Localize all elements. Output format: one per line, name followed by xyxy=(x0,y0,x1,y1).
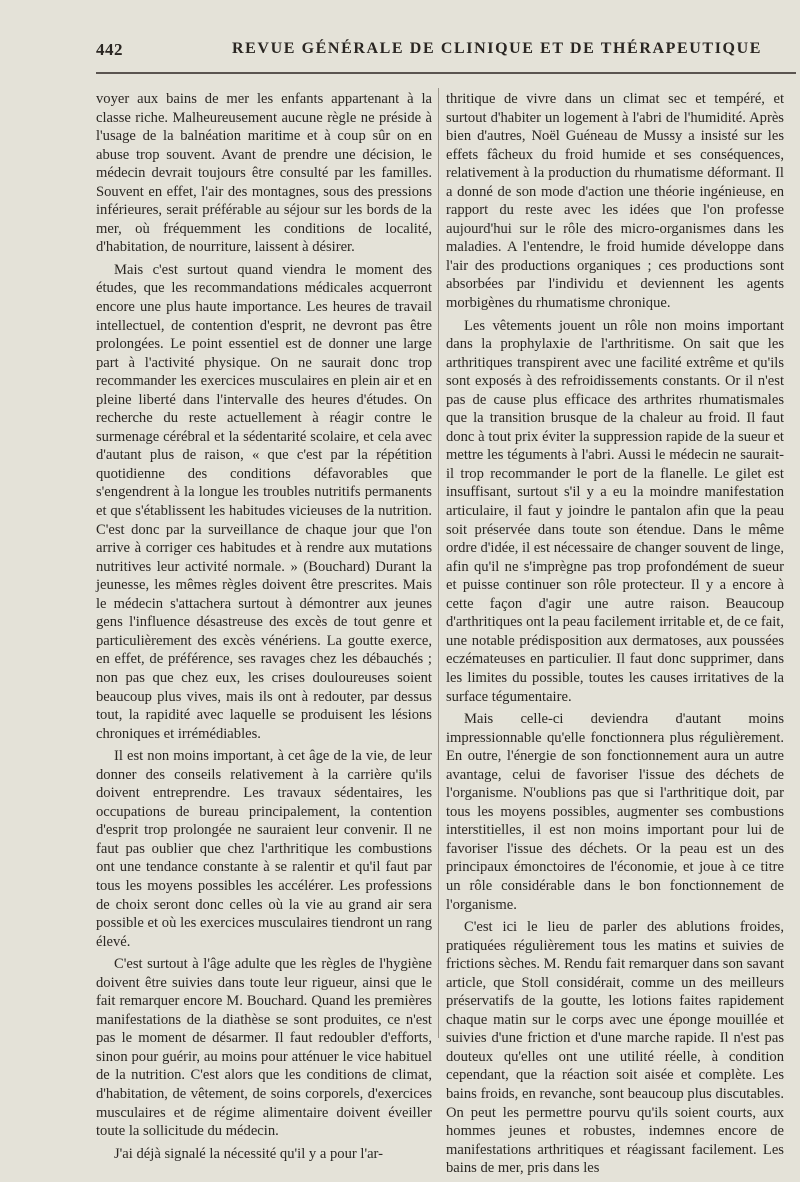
paragraph: Les vêtements jouent un rôle non moins important dans la prophylaxie de l'arthritisme. On sait que les arthritiques transpirent avec une facilité extrême et qu'ils sont exposés à des refroidissements constants. Or il n'est pas de cause plus efficace des arthrites rhumatismales que la transition brusque de la chaleur au froid. Il faut donc à tout prix éviter la suppression rapide de la sueur et mettre les téguments à l'abri. Aussi le médecin ne saurait-il trop recommander le port de la flanelle. Le gilet est insuffisant, surtout s'il y a eu la moindre manifestation articulaire, il faut y joindre le pantalon afin que la peau soit préservée dans toute son étendue. Dans le même ordre d'idée, il est nécessaire de changer souvent de linge, afin qu'il ne s'imprègne pas trop profondément de sueur et puisse continuer son rôle protecteur. Il y a encore à cette façon d'agir une autre raison. Beaucoup d'arthritiques ont la peau facilement irritable et, de ce fait, une notable prédisposition aux dermatoses, aux poussées eczémateuses en particulier. Il faut donc supprimer, dans les limites du possible, toutes les causes irritatives de la surface tégumentaire. xyxy=(446,317,784,705)
paragraph: C'est surtout à l'âge adulte que les règles de l'hygiène doivent être suivies dans toute leur rigueur, ainsi que le fait remarquer encore M. Bouchard. Quand les premières manifestations de la diathèse se sont produites, ce n'est pas le moment de désarmer. Il faut redoubler d'efforts, sinon pour guérir, au moins pour atténuer le vice habituel de la nutrition. C'est alors que les conditions de climat, d'habitation, de vêtement, de soins corporels, d'exercices musculaires et de régime alimentaire doivent éveiller toute la sollicitude du médecin. xyxy=(96,956,432,1140)
paragraph: thritique de vivre dans un climat sec et tempéré, et surtout d'habiter un logement à l'abri de l'humidité. Après bien d'autres, Noël Guéneau de Mussy a insisté sur les effets fâcheux du froid humide et ses conséquences, relativement à la production du rhumatisme déformant. Il a donné de son mode d'action une théorie ingénieuse, en rapport du reste avec les idées que l'on professe aujourd'hui sur le rôle des micro-organismes dans les maladies. A l'entendre, le froid humide développe dans l'air des productions organiques ; ces productions sont absorbées par l'individu et deviennent les agents morbigènes du rhumatisme chronique. xyxy=(446,91,784,312)
column-divider xyxy=(438,88,439,1038)
paragraph: Mais celle-ci deviendra d'autant moins impressionnable qu'elle fonctionnera plus régulièrement. En outre, l'énergie de son fonctionnement aura un autre avantage, celui de favoriser l'issue des déchets de l'organisme. N'oublions pas que si l'arthritique doit, par tous les moyens possibles, augmenter ses combustions interstitielles, il est non moins important pour lui de favoriser l'issue des déchets. Or la peau est un des principaux émonctoires de l'économie, et joue à ce titre un rôle considérable dans le bon fonctionnement de l'organisme. xyxy=(446,711,784,913)
paragraph: J'ai déjà signalé la nécessité qu'il y a pour l'ar- xyxy=(114,1145,383,1162)
paragraph: Mais c'est surtout quand viendra le moment des études, que les recommandations médicales acquerront encore une plus haute importance. Les heures de travail intellectuel, de contention d'esprit, ne devront pas être prolongées. Le point essentiel est de donner une large part à l'activité physique. On ne saurait donc trop recommander les exercices musculaires en plein air et en pleine liberté dans l'intervalle des heures d'études. On recherche du reste actuellement à réagir contre le surmenage cérébral et la sédentarité scolaire, et cela avec d'autant plus de raison, « que c'est par la répétition quotidienne des conditions défavorables que s'engendrent à la longue les troubles nutritifs permanents et que s'établissent les habitudes vicieuses de la nutrition. C'est donc par la surveillance de chaque jour que l'on arrive à corriger ces habitudes et à rendre aux mutations nutritives leur activité normale. » (Bouchard) Durant la jeunesse, les mêmes règles doivent être prescrites. Mais le médecin s'attachera surtout à démontrer aux jeunes gens l'influence désastreuse des excès de tout genre et particulièrement des excès vénériens. La goutte exerce, en effet, de préférence, ses ravages chez les débauchés ; non pas que chez eux, les crises douloureuses soient beaucoup plus vives, mais ils ont à redouter, par dessus tout, la rapidité avec laquelle se produisent les lésions chroniques et irrémédiables. xyxy=(96,261,432,742)
page-number: 442 xyxy=(96,40,123,59)
header-rule xyxy=(96,72,796,74)
paragraph: Il est non moins important, à cet âge de la vie, de leur donner des conseils relativement à la carrière qu'ils doivent entreprendre. Les travaux sédentaires, les occupations de bureau principalement, la contention d'esprit trop prolongée ne sauraient leur convenir. Il ne faut pas oublier que chez l'arthritique les combustions ont une tendance constante à se ralentir et qu'il faut par tous les moyens possibles les accélérer. Les professions de choix seront donc celles où la vie au grand air sera possible et où les exercices musculaires tiendront un rang élevé. xyxy=(96,748,432,950)
left-column xyxy=(96,90,432,1167)
paragraph: voyer aux bains de mer les enfants appartenant à la classe riche. Malheureusement aucune règle ne préside à l'usage de la balnéation maritime et à coup sûr on en abuse trop souvent. Avant de prendre une décision, le médecin devrait toujours être consulté par les familles. Souvent en effet, l'air des montagnes, sous des pressions inférieures, serait préférable au séjour sur les bords de la mer, où fréquemment les conditions de localité, d'habitation, de nourriture, laissent à désirer. xyxy=(96,91,432,256)
right-column xyxy=(446,90,784,1182)
page-header xyxy=(96,40,776,64)
running-title: REVUE GÉNÉRALE DE CLINIQUE ET DE THÉRAPEUTIQUE xyxy=(232,40,762,57)
paragraph: C'est ici le lieu de parler des ablutions froides, pratiquées régulièrement tous les matins et suivies de frictions sèches. M. Rendu fait remarquer dans son savant article, que Stoll considérait, comme un des meilleurs préservatifs de la goutte, les lotions faites rapidement chaque matin sur le corps avec une éponge mouillée et suivies d'une friction et d'une marche rapide. Il n'est pas douteux qu'elles ont une utilité réelle, à condition cependant, que la réaction soit aisée et complète. Les bains froids, en revanche, sont beaucoup plus discutables. On peut les permettre pourvu qu'ils soient courts, aux hommes jeunes et robustes, indemnes encore de manifestations arthritiques et réagissant facilement. Les bains de mer, pris dans les xyxy=(446,919,784,1177)
